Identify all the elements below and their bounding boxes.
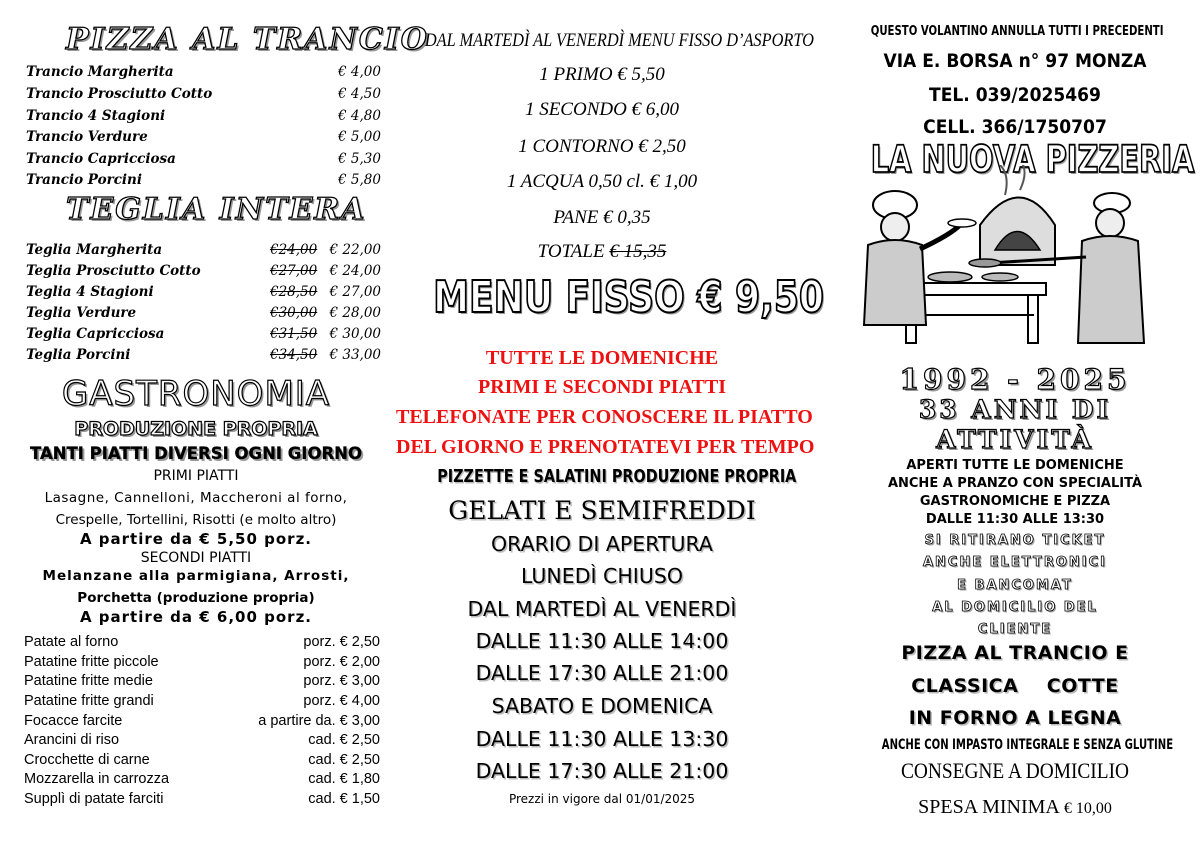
- forno-line: IN FORNO A LEGNA: [908, 707, 1122, 729]
- spesa-line: [830, 796, 1200, 819]
- item-price: € 5,30: [338, 151, 381, 167]
- years-line: 1992 - 2025: [899, 363, 1131, 396]
- item-old-price: €31,50: [270, 326, 318, 342]
- side-row: [24, 791, 380, 811]
- item-price: € 4,80: [338, 108, 381, 124]
- ticket-line: CLIENTE: [977, 622, 1053, 637]
- item-name: Trancio Margherita: [26, 64, 174, 80]
- orario-line: DALLE 11:30 ALLE 13:30: [475, 727, 729, 751]
- gelati-line: GELATI E SEMIFREDDI: [448, 496, 756, 525]
- ticket-line: AL DOMICILIO DEL: [932, 600, 1098, 615]
- item-price: € 4,00: [338, 64, 381, 80]
- item-price: € 4,50: [338, 86, 381, 102]
- side-price: cad. € 1,50: [308, 791, 380, 807]
- teglia-title: TEGLIA INTERA: [66, 192, 367, 227]
- side-row: [24, 732, 380, 752]
- side-row: [24, 693, 380, 713]
- menu-fisso-item: 1 ACQUA 0,50 cl. € 1,00: [506, 171, 698, 192]
- item-name: Trancio Verdure: [26, 129, 148, 145]
- item-name: Trancio Prosciutto Cotto: [26, 86, 213, 102]
- left-column: [0, 0, 429, 847]
- side-name: Supplì di patate farciti: [24, 791, 164, 807]
- middle-column: [396, 0, 825, 847]
- menu-row: [26, 86, 381, 107]
- orario-title: ORARIO DI APERTURA: [491, 532, 713, 556]
- pizzette-line: PIZZETTE E SALATINI PRODUZIONE PROPRIA: [437, 466, 797, 487]
- item-price: € 5,00: [338, 129, 381, 145]
- item-name: Trancio Porcini: [26, 172, 142, 188]
- menu-row: [26, 347, 381, 368]
- aperti-line: APERTI TUTTE LE DOMENICHE: [906, 458, 1124, 473]
- item-price: € 27,00: [329, 284, 381, 300]
- menu-row: [26, 64, 381, 85]
- side-row: [24, 654, 380, 674]
- side-price: a partire da. € 3,00: [258, 713, 380, 729]
- primi-line1: Lasagne, Cannelloni, Maccheroni al forno,: [44, 490, 348, 506]
- secondi-price: A partire da € 6,00 porz.: [79, 608, 313, 626]
- side-price: porz. € 2,00: [303, 654, 380, 670]
- item-name: Teglia Margherita: [26, 242, 163, 258]
- side-price: cad. € 2,50: [308, 752, 380, 768]
- domenica-line: TELEFONATE PER CONOSCERE IL PIATTO: [396, 406, 813, 428]
- item-name: Teglia Capricciosa: [26, 326, 165, 342]
- gastronomia-subtitle: PRODUZIONE PROPRIA: [74, 418, 318, 440]
- side-name: Focacce farcite: [24, 713, 123, 729]
- total-old-price: € 15,35: [609, 241, 667, 262]
- menu-row: [26, 108, 381, 129]
- consegne-line: CONSEGNE A DOMICILIO: [900, 758, 1130, 783]
- item-price: € 24,00: [329, 263, 381, 279]
- orario-line: LUNEDÌ CHIUSO: [521, 564, 683, 588]
- item-name: Trancio 4 Stagioni: [26, 108, 166, 124]
- attivita-line: ATTIVITÀ: [936, 425, 1094, 454]
- item-old-price: €28,50: [270, 284, 318, 300]
- secondi-title: SECONDI PIATTI: [140, 550, 252, 566]
- side-row: [24, 713, 380, 733]
- address-line: VIA E. BORSA n° 97 MONZA: [883, 50, 1147, 72]
- item-old-price: €27,00: [270, 263, 318, 279]
- item-price: € 30,00: [329, 326, 381, 342]
- pizza-chefs-illustration: [850, 165, 1150, 355]
- orario-line: SABATO E DOMENICA: [491, 694, 713, 718]
- side-row: [24, 771, 380, 791]
- prezzi-note: Prezzi in vigore dal 01/01/2025: [508, 792, 696, 806]
- gastronomia-title: GASTRONOMIA: [61, 374, 331, 414]
- item-old-price: €24,00: [270, 242, 318, 258]
- menu-fisso-total: [396, 241, 808, 263]
- item-name: Teglia Prosciutto Cotto: [26, 263, 201, 279]
- menu-row: [26, 326, 381, 347]
- menu-fisso-item: 1 SECONDO € 6,00: [524, 99, 680, 120]
- ticket-line: E BANCOMAT: [957, 578, 1073, 593]
- menu-row: [26, 305, 381, 326]
- item-old-price: €30,00: [270, 305, 318, 321]
- aperti-line: DALLE 11:30 ALLE 13:30: [925, 512, 1105, 527]
- item-name: Teglia 4 Stagioni: [26, 284, 154, 300]
- menu-fisso-heading: DAL MARTEDÌ AL VENERDÌ MENU FISSO D’ASPORTO: [424, 30, 814, 51]
- trancio-title: PIZZA AL TRANCIO: [66, 22, 429, 57]
- side-price: porz. € 4,00: [303, 693, 380, 709]
- domenica-line: PRIMI E SECONDI PIATTI: [478, 376, 726, 398]
- brand-title: LA NUOVA PIZZERIA: [870, 138, 1195, 181]
- spesa-label: SPESA MINIMA: [918, 796, 1060, 818]
- aperti-line: ANCHE A PRANZO CON SPECIALITÀ: [887, 476, 1143, 491]
- item-name: Teglia Porcini: [26, 347, 131, 363]
- side-price: cad. € 2,50: [308, 732, 380, 748]
- orario-line: DALLE 17:30 ALLE 21:00: [475, 759, 729, 783]
- primi-price: A partire da € 5,50 porz.: [79, 530, 313, 548]
- menu-row: [26, 284, 381, 305]
- item-price: € 22,00: [329, 242, 381, 258]
- ticket-line: SI RITIRANO TICKET: [924, 533, 1106, 548]
- total-label: TOTALE: [537, 241, 605, 262]
- aperti-line: GASTRONOMICHE E PIZZA: [919, 494, 1111, 509]
- menu-fisso-item: PANE € 0,35: [553, 207, 651, 228]
- side-name: Patate al forno: [24, 634, 119, 650]
- secondi-line1: Melanzane alla parmigiana, Arrosti,: [42, 568, 350, 584]
- right-column: [830, 0, 1200, 847]
- domenica-line: DEL GIORNO E PRENOTATEVI PER TEMPO: [396, 436, 815, 458]
- item-old-price: €34,50: [270, 347, 318, 363]
- side-price: cad. € 1,80: [308, 771, 380, 787]
- side-price: porz. € 3,00: [303, 673, 380, 689]
- menu-row: [26, 129, 381, 150]
- tel-line: TEL. 039/2025469: [929, 84, 1101, 106]
- side-row: [24, 634, 380, 654]
- impasto-line: ANCHE CON IMPASTO INTEGRALE E SENZA GLUTINE: [881, 737, 1174, 753]
- forno-line: PIZZA AL TRANCIO E: [901, 642, 1129, 664]
- orario-line: DALLE 11:30 ALLE 14:00: [475, 629, 729, 653]
- item-name: Trancio Capricciosa: [26, 151, 176, 167]
- side-name: Patatine fritte medie: [24, 673, 153, 689]
- primi-line2: Crespelle, Tortellini, Risotti (e molto altro): [55, 512, 337, 528]
- primi-title: PRIMI PIATTI: [153, 468, 239, 484]
- anni-line: 33 ANNI DI: [918, 395, 1112, 424]
- spesa-value: € 10,00: [1063, 800, 1112, 817]
- secondi-line2: Porchetta (produzione propria): [77, 590, 315, 606]
- menu-row: [26, 172, 381, 193]
- side-name: Patatine fritte piccole: [24, 654, 159, 670]
- menu-row: [26, 242, 381, 263]
- menu-fisso-item: 1 PRIMO € 5,50: [539, 64, 665, 85]
- domenica-line: TUTTE LE DOMENICHE: [485, 347, 719, 369]
- side-name: Patatine fritte grandi: [24, 693, 154, 709]
- gastronomia-tagline: TANTI PIATTI DIVERSI OGNI GIORNO: [29, 444, 363, 463]
- orario-line: DALLE 17:30 ALLE 21:00: [475, 661, 729, 685]
- notice-line: QUESTO VOLANTINO ANNULLA TUTTI I PRECEDENTI: [870, 24, 1164, 39]
- orario-line: DAL MARTEDÌ AL VENERDÌ: [467, 597, 737, 621]
- side-row: [24, 752, 380, 772]
- ticket-line: ANCHE ELETTRONICI: [922, 555, 1107, 570]
- menu-fisso-banner: MENU FISSO € 9,50: [433, 272, 825, 323]
- side-price: porz. € 2,50: [303, 634, 380, 650]
- side-row: [24, 673, 380, 693]
- side-name: Mozzarella in carrozza: [24, 771, 170, 787]
- forno-line: CLASSICA COTTE: [911, 675, 1119, 697]
- menu-row: [26, 263, 381, 284]
- item-name: Teglia Verdure: [26, 305, 137, 321]
- cell-line: CELL. 366/1750707: [923, 116, 1107, 138]
- menu-fisso-item: 1 CONTORNO € 2,50: [518, 136, 686, 157]
- menu-row: [26, 151, 381, 172]
- side-name: Arancini di riso: [24, 732, 120, 748]
- item-price: € 33,00: [329, 347, 381, 363]
- side-name: Crocchette di carne: [24, 752, 150, 768]
- item-price: € 28,00: [329, 305, 381, 321]
- item-price: € 5,80: [338, 172, 381, 188]
